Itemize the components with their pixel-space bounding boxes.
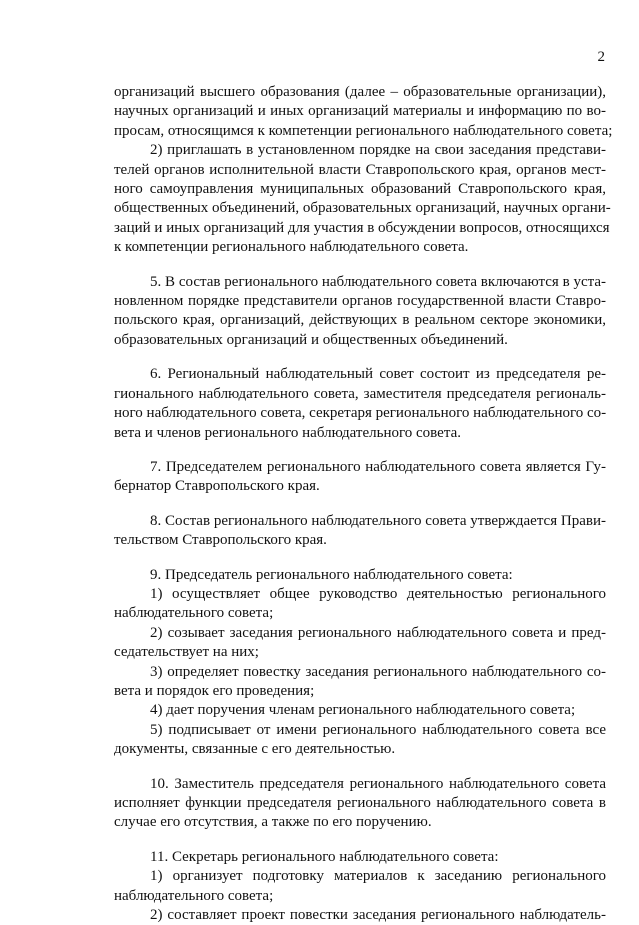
paragraph-section-11-item-1 — [114, 867, 606, 906]
text-line: 2) составляет проект повестки заседания регионального наблюдатель- — [150, 907, 606, 924]
text-line: седательствует на них; — [114, 644, 259, 661]
text-line: заций и иных организаций для участия в обсуждении вопросов, относящихся — [114, 219, 610, 236]
text-line: новленном порядке представители органов государственной власти Ставро- — [114, 293, 606, 310]
paragraph-gap — [114, 760, 606, 775]
text-line: 11. Секретарь регионального наблюдательного совета: — [150, 848, 499, 865]
text-line: гионального наблюдательного совета, заместителя председателя региональ- — [114, 385, 606, 402]
text-line: вета и порядок его проведения; — [114, 682, 315, 699]
text-line: польского края, организаций, действующих в реальном секторе экономики, — [114, 312, 606, 329]
text-line: наблюдательного совета; — [114, 605, 274, 622]
paragraph-section-11 — [114, 848, 606, 867]
text-line: тельством Ставропольского края. — [114, 532, 327, 549]
text-line: к компетенции регионального наблюдательного совета. — [114, 239, 469, 256]
text-line: 1) осуществляет общее руководство деятельностью регионального — [150, 585, 606, 602]
text-line: научных организаций и иных организаций материалы и информацию по во- — [114, 103, 606, 120]
text-line: бернатор Ставропольского края. — [114, 478, 320, 495]
paragraph-gap — [114, 833, 606, 848]
paragraph-item-2 — [114, 141, 611, 257]
paragraph-section-9-item-3 — [114, 663, 606, 702]
paragraph-gap — [114, 551, 606, 566]
text-line: 8. Состав регионального наблюдательного совета утверждается Прави- — [150, 512, 606, 529]
text-line: 6. Региональный наблюдательный совет состоит из председателя ре- — [150, 366, 606, 383]
page-number: 2 — [597, 49, 605, 65]
text-line: 3) определяет повестку заседания регионального наблюдательного со- — [150, 663, 606, 680]
text-line: ного самоуправления муниципальных образований Ставропольского края, — [114, 181, 606, 198]
paragraph-section-11-item-2 — [114, 906, 606, 925]
text-line: 2) приглашать в установленном порядке на свои заседания представи- — [150, 142, 606, 159]
text-line: ного наблюдательного совета, секретаря регионального наблюдательного со- — [114, 405, 607, 422]
text-line: вета и членов регионального наблюдательного совета. — [114, 424, 461, 441]
text-line: 2) созывает заседания регионального наблюдательного совета и пред- — [150, 624, 606, 641]
text-line: 7. Председателем регионального наблюдательного совета является Гу- — [150, 458, 606, 475]
text-line: 5) подписывает от имени регионального наблюдательного совета все — [150, 721, 606, 738]
paragraph-section-9-item-5 — [114, 721, 606, 760]
paragraph-gap — [114, 350, 606, 365]
text-line: 9. Председатель регионального наблюдательного совета: — [150, 566, 513, 583]
paragraph-gap — [114, 258, 606, 273]
text-line: наблюдательного совета; — [114, 887, 274, 904]
paragraph-section-7 — [114, 458, 606, 497]
text-line: 10. Заместитель председателя регионального наблюдательного совета — [150, 775, 606, 792]
paragraph-gap — [114, 443, 606, 458]
text-line: случае его отсутствия, а также по его поручению. — [114, 814, 432, 831]
text-line: 5. В состав регионального наблюдательного совета включаются в уста- — [150, 273, 606, 290]
paragraph-section-10 — [114, 775, 606, 833]
paragraph-gap — [114, 497, 606, 512]
text-line: телей органов исполнительной власти Ставропольского края, органов мест- — [114, 161, 606, 178]
paragraph-section-9-item-4 — [114, 701, 606, 720]
document-body — [114, 83, 613, 925]
text-line: образовательных организаций и общественных объединений. — [114, 331, 508, 348]
text-line: 4) дает поручения членам регионального наблюдательного совета; — [150, 702, 576, 719]
paragraph-section-6 — [114, 365, 606, 443]
paragraph-section-8 — [114, 512, 606, 551]
text-line: 1) организует подготовку материалов к заседанию регионального — [150, 868, 606, 885]
paragraph-section-5 — [114, 273, 606, 351]
paragraph-continuation — [114, 83, 613, 141]
text-line: организаций высшего образования (далее – образовательные организации), — [114, 84, 606, 100]
paragraph-section-9-item-2 — [114, 624, 606, 663]
text-line: документы, связанные с его деятельностью. — [114, 741, 396, 758]
text-line: общественных объединений, образовательных организаций, научных органи- — [114, 200, 611, 217]
text-line: исполняет функции председателя регионального наблюдательного совета в — [114, 795, 606, 811]
paragraph-section-9-item-1 — [114, 585, 606, 624]
text-line: просам, относящимся к компетенции регионального наблюдательного совета; — [114, 122, 613, 139]
paragraph-section-9 — [114, 566, 606, 585]
